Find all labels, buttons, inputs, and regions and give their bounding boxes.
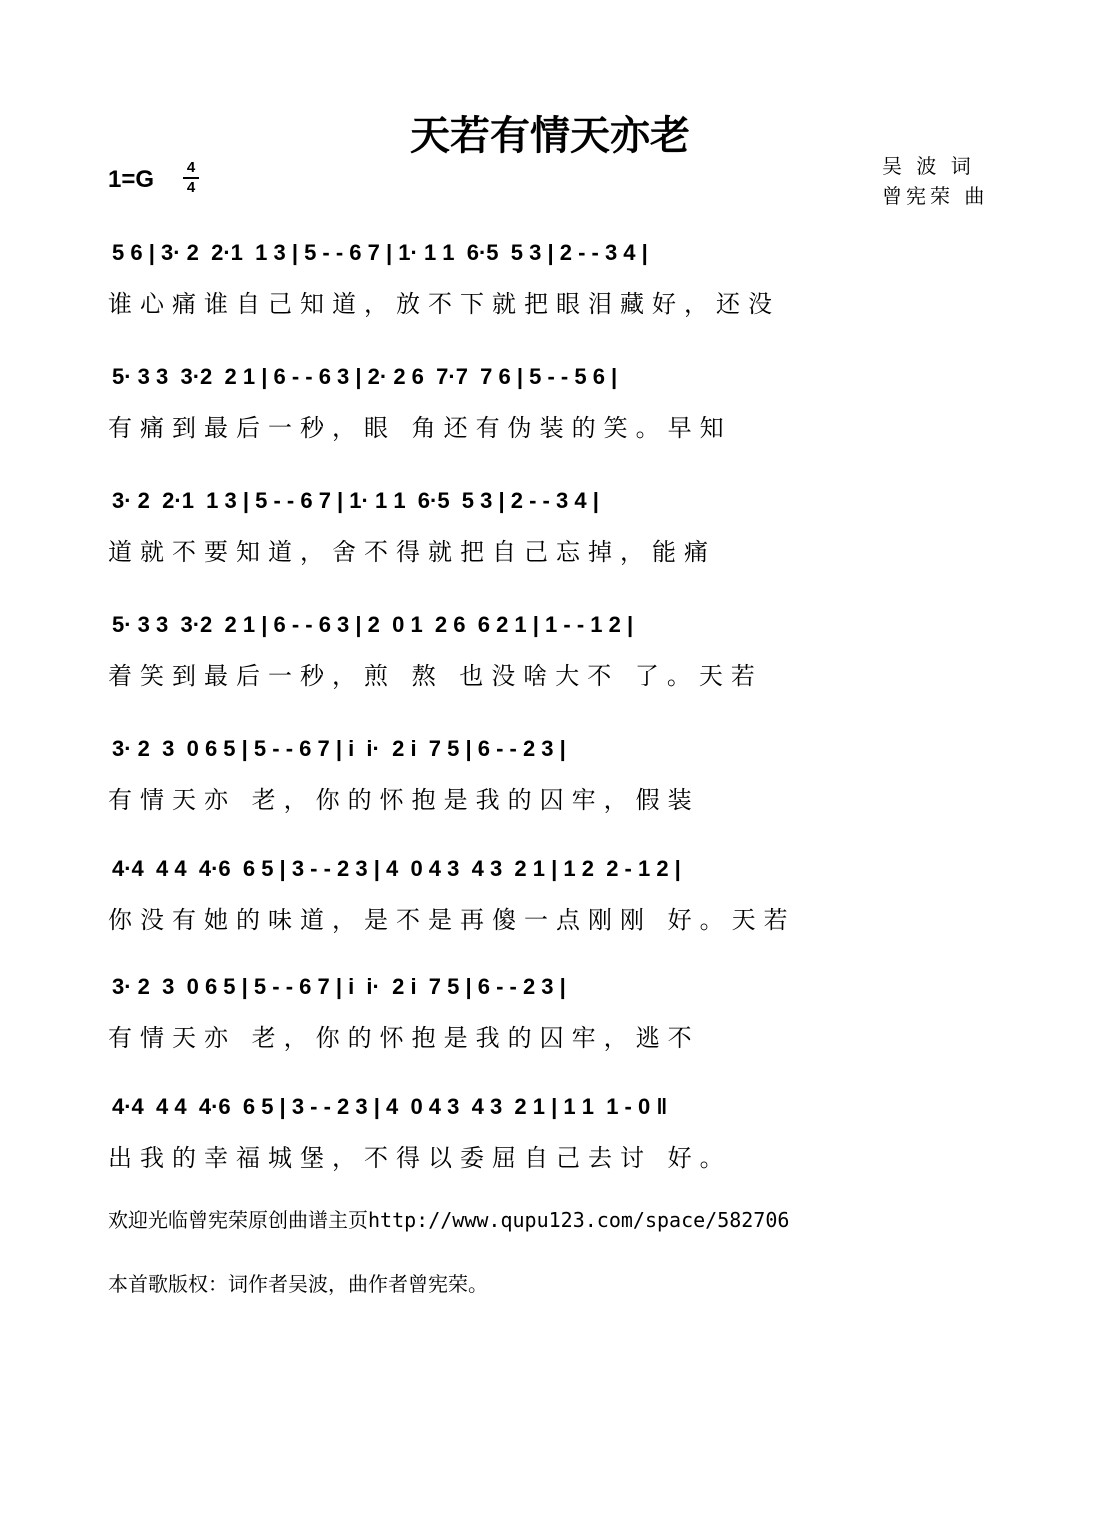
key-signature: 1=G [108,166,155,193]
homepage-link-text: 欢迎光临曾宪荣原创曲谱主页http://www.qupu123.com/space/582706 [108,1208,790,1232]
lyrics-row: 出我的幸福城堡，不得以委屈自己去讨 好。 [108,1144,732,1172]
score-line-6 [0,856,1100,956]
score-line-7 [0,974,1100,1074]
lyrics-row: 有情天亦 老，你的怀抱是我的囚牢，逃不 [108,1024,700,1052]
lyrics-row: 道就不要知道，舍不得就把自己忘掉，能痛 [108,538,716,566]
time-signature-bottom: 4 [186,179,196,196]
notation-row: 3· 2 3 0 6 5 | 5 - - 6 7 | i i· 2 i 7 5 | 6 - - 2 3 | [112,974,566,999]
lyrics-row: 着笑到最后一秒，煎 熬 也没啥大不 了。天若 [108,662,763,690]
notation-row: 5· 3 3 3·2 2 1 | 6 - - 6 3 | 2 0 1 2 6 6 2 1 | 1 - - 1 2 | [112,612,634,637]
lyrics-row: 谁心痛谁自己知道，放不下就把眼泪藏好，还没 [108,290,780,318]
copyright-note: 本首歌版权：词作者吴波，曲作者曾宪荣。 [108,1272,488,1296]
lyrics-row: 有痛到最后一秒，眼 角还有伪装的笑。早知 [108,414,732,442]
lyricist-credit: 吴 波 词 [882,154,975,178]
score-line-2 [0,364,1100,464]
song-title: 天若有情天亦老 [410,112,690,159]
notation-row: 4·4 4 4 4·6 6 5 | 3 - - 2 3 | 4 0 4 3 4 3 2 1 | 1 1 1 - 0 ‖ [112,1094,668,1119]
score-line-4 [0,612,1100,712]
score-line-5 [0,736,1100,836]
score-line-1 [0,240,1100,340]
notation-row: 4·4 4 4 4·6 6 5 | 3 - - 2 3 | 4 0 4 3 4 3 2 1 | 1 2 2 - 1 2 | [112,856,681,881]
time-signature [183,160,199,196]
composer-credit: 曾宪荣 曲 [882,184,989,208]
notation-row: 5· 3 3 3·2 2 1 | 6 - - 6 3 | 2· 2 6 7·7 7 6 | 5 - - 5 6 | [112,364,618,389]
lyrics-row: 你没有她的味道，是不是再傻一点刚刚 好。天若 [108,906,796,934]
lyrics-row: 有情天亦 老，你的怀抱是我的囚牢，假装 [108,786,700,814]
time-signature-top: 4 [186,159,196,176]
score-line-3 [0,488,1100,588]
notation-row: 5 6 | 3· 2 2·1 1 3 | 5 - - 6 7 | 1· 1 1 6·5 5 3 | 2 - - 3 4 | [112,240,648,265]
score-line-8 [0,1094,1100,1194]
notation-row: 3· 2 3 0 6 5 | 5 - - 6 7 | i i· 2 i 7 5 | 6 - - 2 3 | [112,736,566,761]
notation-row: 3· 2 2·1 1 3 | 5 - - 6 7 | 1· 1 1 6·5 5 3 | 2 - - 3 4 | [112,488,599,513]
